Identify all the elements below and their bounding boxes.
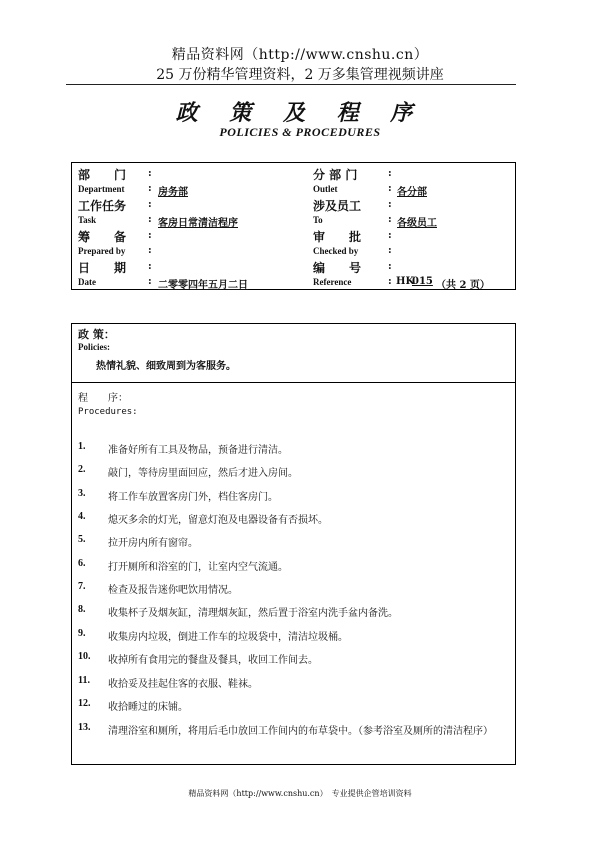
reference-prefix: HK	[396, 276, 415, 287]
prepared-label-en: Prepared by	[78, 246, 126, 256]
reference-pages: （共 2 页）	[436, 280, 490, 291]
step-number: 9.	[78, 628, 86, 639]
step-number: 8.	[78, 604, 86, 615]
outlet-colon: :	[388, 168, 392, 179]
step-text: 收拾睡过的床铺。	[108, 702, 188, 713]
reference-label-zh: 编 号	[313, 261, 362, 275]
step-text: 收拾妥及挂起住客的衣服、鞋袜。	[108, 679, 258, 690]
step-number: 7.	[78, 581, 86, 592]
prepared-label-zh: 筹 备	[78, 230, 127, 244]
task-value: 客房日常清洁程序	[158, 218, 238, 229]
page-footer: 精品资料网（http://www.cnshu.cn） 专业提供企管培训资料	[188, 789, 412, 798]
outlet-value-colon: :	[388, 183, 392, 194]
reference-colon: :	[388, 261, 392, 272]
outlet-label-zh: 分 部 门	[313, 168, 358, 182]
reference-label-en: Reference	[313, 277, 352, 287]
task-label-zh: 工作任务	[78, 199, 127, 213]
date-colon: :	[148, 261, 152, 272]
step-number: 6.	[78, 558, 86, 569]
to-colon: :	[388, 199, 392, 210]
step-number: 1.	[78, 441, 86, 452]
checked-label-zh: 审 批	[313, 230, 362, 244]
outlet-label-en: Outlet	[313, 184, 338, 194]
step-text: 拉开房内所有窗帘。	[108, 538, 198, 549]
step-text: 准备好所有工具及物品，预备进行清洁。	[108, 445, 288, 456]
step-number: 10.	[78, 651, 91, 662]
step-number: 11.	[78, 675, 90, 686]
site-header-line1: 精品资料网（http://www.cnshu.cn）	[171, 47, 429, 63]
date-value: 二零零四年五月二日	[158, 280, 248, 291]
department-value-colon: :	[148, 183, 152, 194]
header-rule	[66, 84, 516, 85]
page-title-chinese: 政 策 及 程 序	[175, 100, 425, 126]
procedures-label-en: Procedures:	[78, 407, 138, 417]
step-text: 将工作车放置客房门外，档住客房门。	[108, 492, 278, 503]
step-text: 清理浴室和厕所，将用后毛巾放回工作间内的布草袋中。（参考浴室及厕所的清洁程序）	[108, 726, 493, 737]
checked-label-en: Checked by	[313, 246, 359, 256]
site-header-line2: 25 万份精华管理资料，2 万多集管理视频讲座	[156, 67, 444, 83]
date-label-zh: 日 期	[78, 261, 127, 275]
step-text: 打开厕所和浴室的门，让室内空气流通。	[108, 562, 288, 573]
step-text: 熄灭多余的灯光，留意灯泡及电器设备有否损坏。	[108, 515, 328, 526]
to-label-zh: 涉及员工	[313, 199, 362, 213]
document-info-table	[71, 162, 516, 290]
task-value-colon: :	[148, 214, 152, 225]
department-label-en: Department	[78, 184, 125, 194]
checked-value-colon: :	[388, 245, 392, 256]
section-divider	[71, 382, 516, 383]
step-text: 检查及报告迷你吧饮用情况。	[108, 585, 238, 596]
reference-value-colon: :	[388, 276, 392, 287]
step-text: 收集房内垃圾，倒进工作车的垃圾袋中，清洁垃圾桶。	[108, 632, 348, 643]
reference-number: 015	[412, 276, 433, 287]
step-number: 2.	[78, 464, 86, 475]
step-number: 4.	[78, 511, 86, 522]
department-value: 房务部	[158, 187, 188, 198]
to-value: 各级员工	[397, 218, 437, 229]
step-text: 敲门，等待房里面回应，然后才进入房间。	[108, 468, 298, 479]
department-label-zh: 部 门	[78, 168, 127, 182]
outlet-value: 各分部	[397, 187, 427, 198]
policy-label-en: Policies:	[78, 342, 110, 352]
to-value-colon: :	[388, 214, 392, 225]
step-text: 收集杯子及烟灰缸，清理烟灰缸，然后置于浴室内洗手盆内备洗。	[108, 608, 398, 619]
step-text: 收掉所有食用完的餐盘及餐具，收回工作间去。	[108, 655, 318, 666]
department-colon: :	[148, 168, 152, 179]
date-label-en: Date	[78, 277, 96, 287]
prepared-colon: :	[148, 230, 152, 241]
step-number: 5.	[78, 534, 86, 545]
prepared-value-colon: :	[148, 245, 152, 256]
policy-text: 热情礼貌、细致周到为客服务。	[96, 361, 236, 372]
procedures-label-zh: 程 序：	[78, 393, 128, 404]
policy-label-zh: 政 策：	[78, 328, 115, 341]
step-number: 3.	[78, 488, 86, 499]
checked-colon: :	[388, 230, 392, 241]
task-colon: :	[148, 199, 152, 210]
step-number: 12.	[78, 698, 91, 709]
step-number: 13.	[78, 722, 91, 733]
task-label-en: Task	[78, 215, 97, 225]
to-label-en: To	[313, 215, 323, 225]
date-value-colon: :	[148, 276, 152, 287]
page-title-english: POLICIES & PROCEDURES	[219, 125, 381, 139]
